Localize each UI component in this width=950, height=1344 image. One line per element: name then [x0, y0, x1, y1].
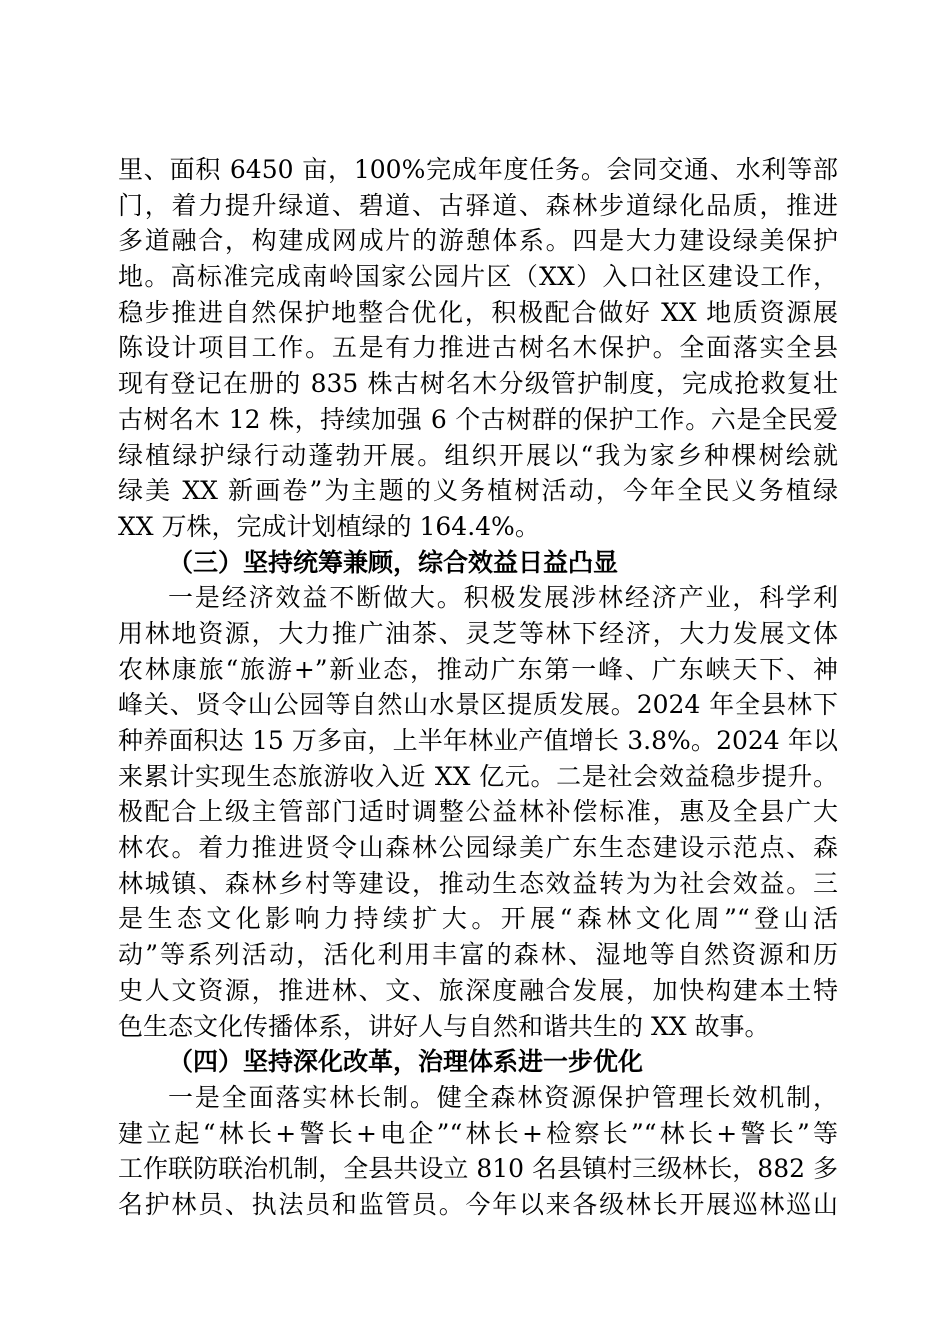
document-body [118, 152, 838, 1223]
paragraph-line: 建立起“林长+警长+电企”“林长+检察长”“林长+警长”等 [118, 1118, 838, 1148]
paragraph-line: 峰关、贤令山公园等自然山水景区提质发展。2024 年全县林下 [118, 690, 838, 720]
paragraph-line: 种养面积达 15 万多亩，上半年林业产值增长 3.8%。2024 年以 [118, 726, 838, 755]
paragraph-line: 林农。着力推进贤令山森林公园绿美广东生态建设示范点、森 [118, 833, 838, 863]
paragraph-line: 门，着力提升绿道、碧道、古驿道、森林步道绿化品质，推进 [118, 190, 838, 220]
paragraph-line: 来累计实现生态旅游收入近 XX 亿元。二是社会效益稳步提升。 [118, 761, 838, 791]
paragraph-line: 现有登记在册的 835 株古树名木分级管护制度，完成抢救复壮 [118, 369, 838, 399]
paragraph-line: 名护林员、执法员和监管员。今年以来各级林长开展巡林巡山 [118, 1189, 838, 1219]
paragraph-line: 林城镇、森林乡村等建设，推动生态效益转为为社会效益。三 [118, 868, 838, 898]
paragraph-line: 是生态文化影响力持续扩大。开展“森林文化周”“登山活 [118, 904, 838, 934]
paragraph-line: 稳步推进自然保护地整合优化，积极配合做好 XX 地质资源展 [118, 297, 838, 327]
paragraph-line: 多道融合，构建成网成片的游憩体系。四是大力建设绿美保护 [118, 226, 838, 256]
paragraph-line: 色生态文化传播体系，讲好人与自然和谐共生的 XX 故事。 [118, 1011, 770, 1041]
section-heading: （三）坚持统筹兼顾，综合效益日益凸显 [168, 547, 619, 577]
paragraph-line: 里、面积 6450 亩，100%完成年度任务。会同交通、水利等部 [118, 155, 838, 184]
paragraph-line: 绿植绿护绿行动蓬勃开展。组织开展以“我为家乡种棵树绘就 [118, 440, 838, 470]
paragraph-line: 一是全面落实林长制。健全森林资源保护管理长效机制， [168, 1082, 838, 1112]
paragraph-line: XX 万株，完成计划植绿的 164.4%。 [118, 511, 540, 541]
paragraph-line: 陈设计项目工作。五是有力推进古树名木保护。全面落实全县 [118, 333, 838, 363]
paragraph-line: 一是经济效益不断做大。积极发展涉林经济产业，科学利 [168, 583, 838, 613]
paragraph-line: 地。高标准完成南岭国家公园片区（XX）入口社区建设工作， [118, 262, 838, 292]
section-heading: （四）坚持深化改革，治理体系进一步优化 [168, 1047, 644, 1077]
paragraph-line: 绿美 XX 新画卷”为主题的义务植树活动，今年全民义务植绿 [118, 476, 838, 506]
paragraph-line: 极配合上级主管部门适时调整公益林补偿标准，惠及全县广大 [118, 797, 838, 827]
paragraph-line: 史人文资源，推进林、文、旅深度融合发展，加快构建本土特 [118, 975, 838, 1005]
paragraph-line: 动”等系列活动，活化利用丰富的森林、湿地等自然资源和历 [118, 940, 838, 970]
paragraph-line: 农林康旅“旅游+”新业态，推动广东第一峰、广东峡天下、神 [118, 654, 838, 684]
paragraph-line: 用林地资源，大力推广油茶、灵芝等林下经济，大力发展文体 [118, 618, 838, 648]
paragraph-line: 古树名木 12 株，持续加强 6 个古树群的保护工作。六是全民爱 [118, 404, 838, 434]
paragraph-line: 工作联防联治机制，全县共设立 810 名县镇村三级林长，882 多 [118, 1154, 838, 1184]
